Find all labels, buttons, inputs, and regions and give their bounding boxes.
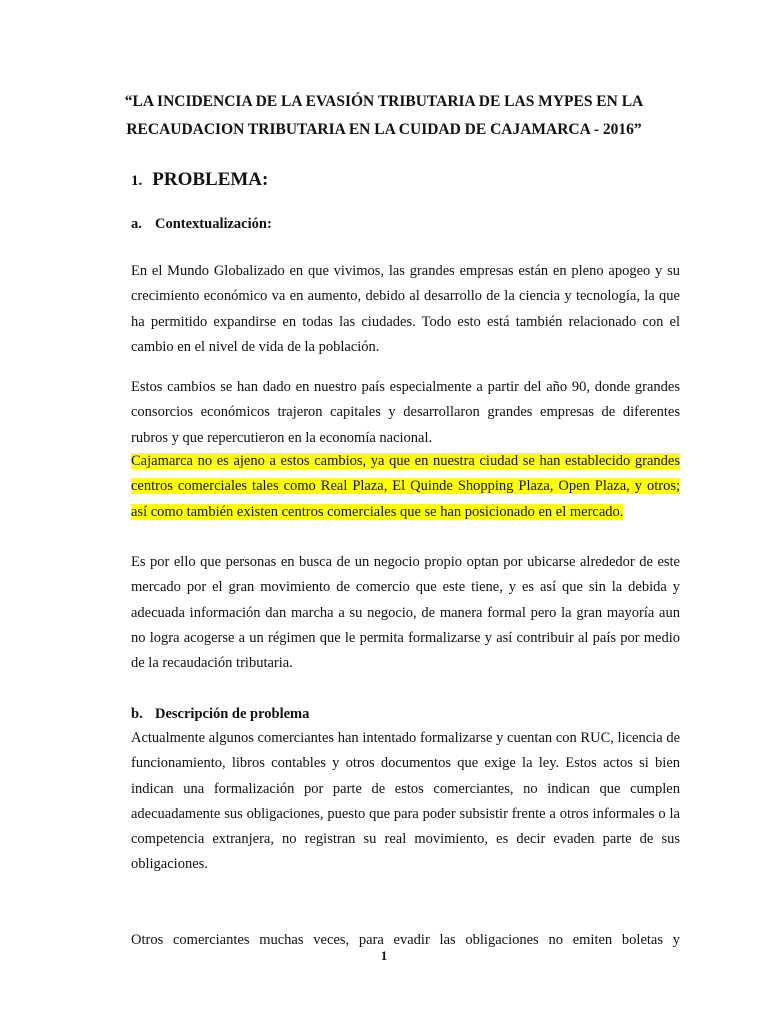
- paragraph-negocio-propio: Es por ello que personas en busca de un negocio propio optan por ubicarse alrededor de este mercado por el gran movimiento de comercio que este tiene, y es así que sin la debida y adecuada información dan marcha a su negocio, de manera formal pero la gran mayoría aun no logra acogerse a un régimen que le permita formalizarse y así contribuir al país por medio de la recaudación tributaria.: [131, 554, 680, 672]
- section-label: PROBLEMA:: [152, 169, 269, 190]
- paragraph-otros-comerciantes: Otros comerciantes muchas veces, para evadir las obligaciones no emiten boletas y: [131, 932, 680, 948]
- subsection-heading-contextualizacion: [131, 212, 272, 236]
- paragraph-cambios-pais: Estos cambios se han dado en nuestro país especialmente a partir del año 90, donde grandes consorcios económicos trajeron capitales y desarrollaron grandes empresas de diferentes rubros y que repercutieron en la economía nacional.: [131, 379, 680, 446]
- page-number: 1: [380, 948, 388, 963]
- paragraph-actualmente: Actualmente algunos comerciantes han intentado formalizarse y cuentan con RUC, licencia de funcionamiento, libros contables y otros documentos que exige la ley. Estos actos si bien indican una formalización por parte de estos comerciantes, no indican que cumplen adecuadamente sus obligaciones, puesto que para poder subsistir frente a otros informales o la competencia extranjera, no registran su real movimiento, es decir evaden parte de sus obligaciones.: [131, 730, 680, 873]
- highlighted-text: Cajamarca no es ajeno a estos cambios, ya que en nuestra ciudad se han establecido grandes centros comerciales tales como Real Plaza, El Quinde Shopping Plaza, Open Plaza, y otros; así como también existen centros comerciales que se han posicionado en el mercado.: [131, 453, 680, 520]
- document-title: “LA INCIDENCIA DE LA EVASIÓN TRIBUTARIA DE LAS MYPES EN LA RECAUDACION TRIBUTARIA EN LA CUIDAD DE CAJAMARCA - 2016”: [124, 93, 644, 138]
- section-number: 1.: [131, 173, 143, 189]
- section-heading-problema: [131, 166, 268, 195]
- subsection-label: Descripción de problema: [155, 706, 310, 722]
- paragraph-globalizacion: En el Mundo Globalizado en que vivimos, las grandes empresas están en pleno apogeo y su crecimiento económico va en aumento, debido al desarrollo de la ciencia y tecnología, la que ha permitido expandirse en todas las ciudades. Todo esto está también relacionado con el cambio en el nivel de vida de la población.: [131, 263, 680, 355]
- paragraph-cajamarca-highlighted: [131, 449, 680, 525]
- subsection-letter: a.: [131, 216, 142, 232]
- subsection-heading-descripcion: [131, 702, 309, 726]
- subsection-letter: b.: [131, 706, 143, 722]
- subsection-label: Contextualización:: [155, 216, 272, 232]
